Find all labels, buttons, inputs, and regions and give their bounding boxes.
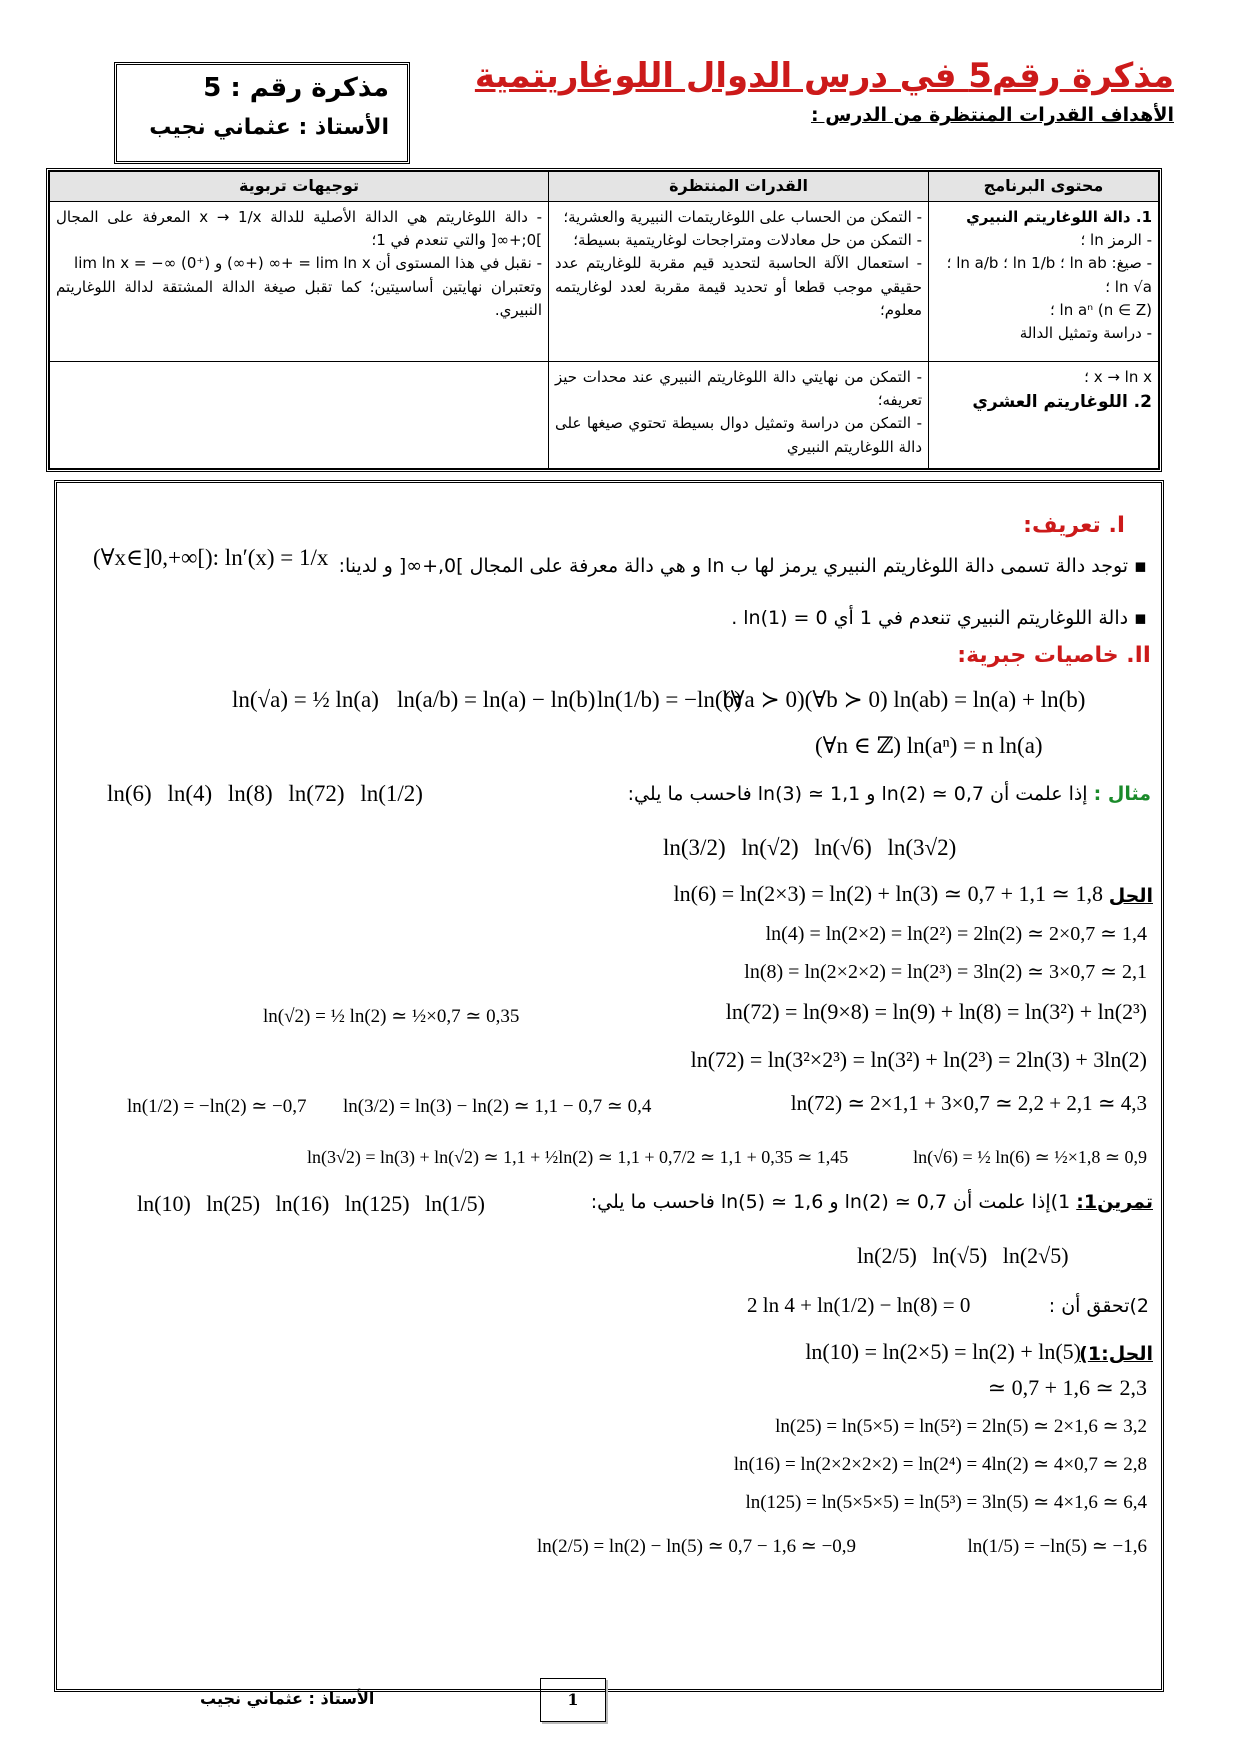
content-item: - الرمز ln ؛ [1080,231,1152,250]
content-item: 1. دالة اللوغاريتم النبيري [966,207,1152,226]
exercise-1-label: تمرين1: [1076,1191,1153,1213]
solution-line: ln(72) ≃ 2×1,1 + 3×0,7 ≃ 2,2 + 2,1 ≃ 4,3 [790,1091,1147,1115]
content-cell [929,201,1159,361]
exercise-1-solution-label: الحل:1) [1079,1343,1153,1365]
bullet-icon: ▪ [1134,555,1147,577]
definition-1-text: توجد دالة تسمى دالة اللوغاريتم النبيري يرمز لها ب ln و هي دالة معرفة على المجال ]0,+∞[ و لدينا: [338,555,1129,577]
guidance-item: - دالة اللوغاريتم هي الدالة الأصلية للدالة x → 1/x المعرفة على المجال ]0;+∞[ والتي تنعدم في 1؛ [56,207,543,250]
ability-item: - استعمال الآلة الحاسبة لتحديد قيم مقربة للوغاريتم عدد حقيقي موجب قطعا أو تحديد قيمة مقربة لعدد لوغاريتمه معلوم؛ [555,254,922,319]
definition-2 [731,607,1147,629]
solution-line: ln(6) = ln(2×3) = ln(2) + ln(3) ≃ 0,7 + 1,1 ≃ 1,8 [673,881,1103,906]
solution-line: ln(3√2) = ln(3) + ln(√2) ≃ 1,1 + ½ln(2) ≃ 1,1 + 0,7/2 ≃ 1,1 + 0,35 ≃ 1,45 [307,1147,849,1167]
exercise-1-solution-line: ln(25) = ln(5×5) = ln(5²) = 2ln(5) ≃ 2×1,6 ≃ 3,2 [775,1416,1147,1437]
ability-item: - التمكن من دراسة وتمثيل دوال بسيطة تحتوي صيغها على دالة اللوغاريتم النبيري [555,414,922,456]
col-header-content: محتوى البرنامج [929,172,1159,202]
memo-number: مذكرة رقم : 5 [203,73,389,103]
exercise-1-solution-line: ln(1/5) = −ln(5) ≃ −1,6 [967,1536,1147,1557]
exercise-1-items-1: ln(10) ln(25) ln(16) ln(125) ln(1/5) [137,1191,485,1216]
exercise-1-question-2: 2)تحقق أن : [1048,1295,1149,1317]
property-product: (∀a ≻ 0)(∀b ≻ 0) ln(ab) = ln(a) + ln(b) [723,687,1086,712]
col-header-abilities: القدرات المنتظرة [549,172,929,202]
content-item: - صيغ: ln ab ؛ ln 1/b ؛ ln a/b ؛ [946,254,1152,273]
col-header-guidance: توجيهات تربوية [50,172,549,202]
memo-info-box [114,62,410,164]
content-item: - دراسة وتمثيل الدالة [1019,324,1152,343]
program-table [46,168,1162,472]
definition-1-math: (∀x∈]0,+∞[): ln′(x) = 1/x [93,545,329,570]
section-definition-title: I. تعريف: [1023,513,1125,538]
solution-line: ln(4) = ln(2×2) = ln(2²) = 2ln(2) ≃ 2×0,7 ≃ 1,4 [765,923,1147,945]
example-items-2: ln(3/2) ln(√2) ln(√6) ln(3√2) [663,835,957,860]
content-cell [929,361,1159,468]
property-quotient: ln(a/b) = ln(a) − ln(b) [397,687,596,712]
content-item: 2. اللوغاريتم العشري [972,392,1152,413]
solution-label: الحل [1108,885,1153,907]
ability-item: - التمكن من حل معادلات ومتراجحات لوغاريتمية بسيطة؛ [573,231,922,250]
solution-line: ln(√2) = ½ ln(2) ≃ ½×0,7 ≃ 0,35 [263,1006,520,1027]
solution-line: ln(3/2) = ln(3) − ln(2) ≃ 1,1 − 0,7 ≃ 0,4 [343,1096,652,1117]
content-item: ln √a ؛ [1105,277,1152,296]
definition-2-text: دالة اللوغاريتم النبيري تنعدم في 1 أي ln(1) = 0 . [731,607,1129,629]
guidance-cell [50,361,549,468]
footer-teacher: الأستاذ : عثماني نجيب [200,1689,375,1708]
guidance-item: - نقبل في هذا المستوى أن lim ln x = +∞ (+∞) و lim ln x = −∞ (0⁺) [74,254,542,273]
example-label: مثال : [1093,783,1151,805]
ability-item: - التمكن من الحساب على اللوغاريتمات النبيرية والعشرية؛ [563,207,922,226]
content-item: ln aⁿ (n ∈ Z) ؛ [1049,300,1152,319]
exercise-1-text: 1)إذا علمت أن ln(2) ≃ 0,7 و ln(5) ≃ 1,6 فاحسب ما يلي: [590,1191,1071,1213]
page-number: 1 [540,1678,606,1722]
guidance-item: وتعتبران نهايتين أساسيتين؛ كما تقبل صيغة الدالة المشتقة لدالة اللوغاريتم النبيري. [56,277,542,319]
exercise-1-question-2-math: 2 ln 4 + ln(1/2) − ln(8) = 0 [747,1293,971,1317]
objectives-subtitle: الأهداف القدرات المنتظرة من الدرس : [811,104,1174,126]
exercise-1-statement [591,1191,1153,1213]
solution-line: ln(√6) = ½ ln(6) ≃ ½×1,8 ≃ 0,9 [913,1147,1147,1167]
teacher-name: الأستاذ : عثماني نجيب [149,115,389,140]
example-items-1: ln(6) ln(4) ln(8) ln(72) ln(1/2) [107,781,423,806]
exercise-1-solution-line: ≃ 0,7 + 1,6 ≃ 2,3 [987,1375,1147,1400]
solution-line: ln(72) = ln(3²×2³) = ln(3²) + ln(2³) = 2ln(3) + 3ln(2) [690,1047,1147,1072]
exercise-1-solution-line: ln(125) = ln(5×5×5) = ln(5³) = 3ln(5) ≃ 4×1,6 ≃ 6,4 [745,1492,1147,1513]
abilities-cell [549,201,929,361]
ability-item: - التمكن من نهايتي دالة اللوغاريتم النبيري عند محدات حيز تعريفه؛ [555,367,922,410]
solution-line: ln(8) = ln(2×2×2) = ln(2³) = 3ln(2) ≃ 3×0,7 ≃ 2,1 [744,961,1147,983]
guidance-cell [50,201,549,361]
exercise-1-items-2: ln(2/5) ln(√5) ln(2√5) [857,1243,1069,1268]
exercise-1-solution-line: ln(16) = ln(2×2×2×2) = ln(2⁴) = 4ln(2) ≃ 4×0,7 ≃ 2,8 [733,1454,1147,1475]
page-title: مذكرة رقم5 في درس الدوال اللوغاريتمية [474,56,1174,96]
property-power: (∀n ∈ ℤ) ln(aⁿ) = n ln(a) [815,733,1043,758]
content-item: x → ln x ؛ [1084,367,1152,386]
property-inverse: ln(1/b) = −ln(b) [597,687,742,712]
definition-1 [339,555,1147,577]
exercise-1-solution-line: ln(2/5) = ln(2) − ln(5) ≃ 0,7 − 1,6 ≃ −0,9 [537,1536,857,1557]
lesson-frame [54,480,1164,1692]
example-text: إذا علمت أن ln(2) ≃ 0,7 و ln(3) ≃ 1,1 فاحسب ما يلي: [627,783,1088,805]
bullet-icon: ▪ [1134,607,1147,629]
solution-line: ln(72) = ln(9×8) = ln(9) + ln(8) = ln(3²) + ln(2³) [725,999,1147,1024]
solution-line: ln(1/2) = −ln(2) ≃ −0,7 [127,1096,307,1117]
abilities-cell [549,361,929,468]
property-sqrt: ln(√a) = ½ ln(a) [232,687,379,712]
example-statement [628,783,1151,805]
section-algebraic-title: II. خاصيات جبرية: [957,643,1151,668]
exercise-1-solution-line: ln(10) = ln(2×5) = ln(2) + ln(5) [805,1339,1081,1364]
